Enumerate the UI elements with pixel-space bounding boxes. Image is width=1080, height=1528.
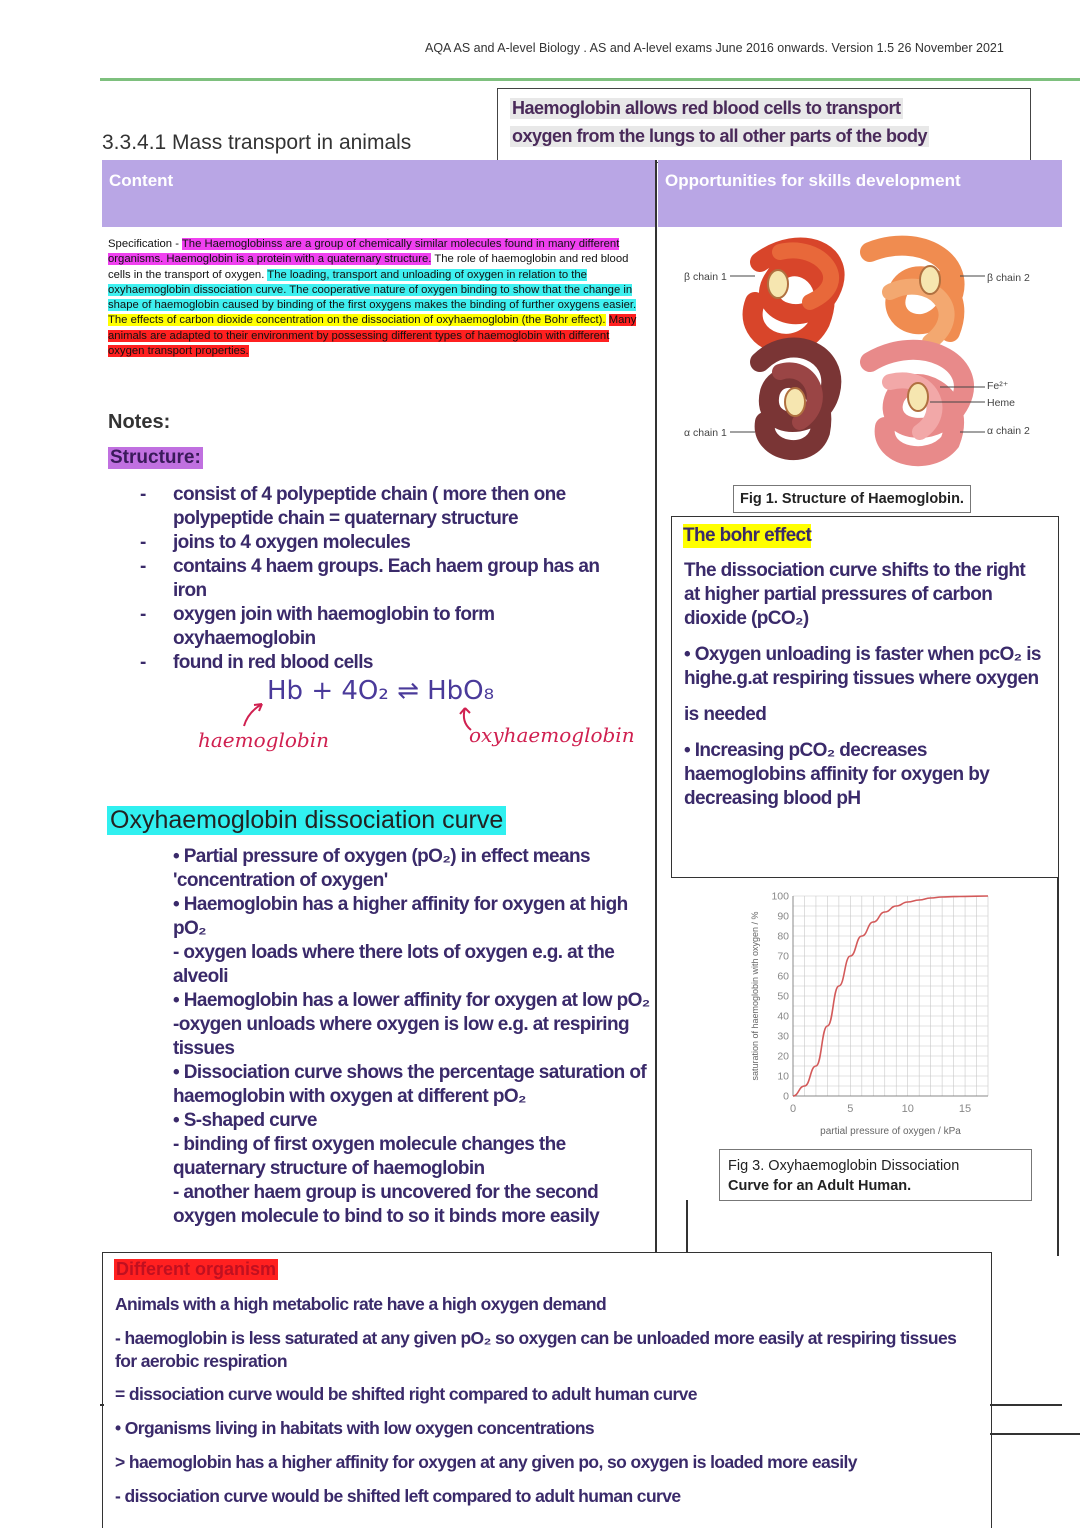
bohr-line: • Increasing pCO₂ decreases haemoglobins affinity for oxygen by decreasing blood pH [684,740,990,809]
fig1-caption: Fig 1. Structure of Haemoglobin. [733,485,971,513]
organism-line: - dissociation curve would be shifted left compared to adult human curve [115,1486,681,1506]
column-divider [655,160,657,1255]
y-tick-label: 100 [771,890,789,903]
content-header-label: Content [109,171,174,190]
spec-prefix: Specification - [108,238,182,250]
haemoglobin-structure-image [680,232,1040,472]
bohr-effect-title: The bohr effect [683,525,812,546]
odc-line: - another haem group is uncovered for the second oxygen molecule to bind to so it binds more easily [173,1182,600,1227]
heme-label: Heme [987,397,1016,409]
list-item: - joins to 4 oxygen molecules [140,531,630,555]
y-tick-label: 20 [777,1050,789,1063]
list-item: - found in red blood cells [140,651,630,675]
y-tick-label: 50 [777,990,789,1003]
organism-line: • Organisms living in habitats with low oxygen concentrations [115,1418,595,1438]
odc-line: • Haemoglobin has a lower affinity for oxygen at low pO₂ [173,990,650,1011]
organism-line: = dissociation curve would be shifted right compared to adult human curve [115,1384,697,1404]
iron-label: Fe²⁺ [987,380,1009,392]
y-tick-label: 80 [777,930,789,943]
structure-list [140,483,630,675]
odc-line: • Partial pressure of oxygen (pO₂) in effect means 'concentration of oxygen' [173,846,590,891]
organism-line: - haemoglobin is less saturated at any given pO₂ so oxygen can be unloaded more easily at respiring tissues for aerobic respiration [115,1328,957,1371]
title-box-line-2: oxygen from the lungs to all other parts of the body [512,126,928,146]
odc-line: • Haemoglobin has a higher affinity for oxygen at high pO₂ [173,894,628,939]
fig3-caption-line-1: Fig 3. Oxyhaemoglobin Dissociation [728,1158,960,1174]
odc-line: - oxygen loads where there lots of oxygen e.g. at the alveoli [173,942,615,987]
x-tick-label: 15 [958,1103,972,1115]
y-tick-label: 90 [777,910,789,923]
bohr-line: is needed [684,704,767,725]
chart-grid [793,896,988,1096]
organism-line: > haemoglobin has a higher affinity for oxygen at any given po, so oxygen is loaded more easily [115,1452,857,1472]
odc-line: • Dissociation curve shows the percentage saturation of haemoglobin with oxygen at different pO₂ [173,1062,647,1107]
oxyhaemoglobin-label: oxyhaemoglobin [469,723,635,747]
y-axis-label: saturation of haemoglobin with oxygen / % [750,911,760,1081]
bohr-line: The dissociation curve shifts to the right at higher partial pressures of carbon dioxide (pCO₂) [684,560,1026,629]
dissociation-curve-chart [745,882,990,1142]
arrow-icon [240,700,270,730]
spec-version-text: AQA AS and A-level Biology . AS and A-level exams June 2016 onwards. Version 1.5 26 November 2021 [425,41,1004,55]
odc-heading: Oxyhaemoglobin dissociation curve [107,806,506,835]
spec-segment-5: Many animals are adapted to their environment by possessing different types of haemoglobin with different oxygen transport properties. [108,314,637,358]
bohr-effect-notes [684,559,1044,811]
odc-line: -oxygen unloads where oxygen is low e.g. at respiring tissues [173,1014,629,1059]
divider-line [990,1404,1062,1406]
odc-notes [173,845,653,1229]
bohr-line: • Oxygen unloading is faster when pcO₂ is highe.g.at respiring tissues where oxygen [684,644,1041,689]
fig3-left-border [686,1200,688,1255]
organism-line: Animals with a high metabolic rate have a high oxygen demand [115,1294,607,1314]
y-tick-label: 10 [777,1070,789,1083]
divider-line [100,1404,104,1406]
fig3-caption-line-2: Curve for an Adult Human. [728,1178,912,1194]
beta-chain-1-label: β chain 1 [684,271,727,283]
title-box [497,88,1031,163]
specification-text [108,237,638,359]
y-tick-label: 60 [777,970,789,983]
list-item: - contains 4 haem groups. Each haem group has an iron [140,555,630,603]
x-tick-label: 10 [901,1103,914,1115]
alpha-chain-1-label: α chain 1 [684,427,727,439]
right-border [1057,878,1059,1256]
skills-column-header [658,160,1062,227]
section-title: 3.3.4.1 Mass transport in animals [102,131,412,154]
skills-header-label: Opportunities for skills development [665,171,961,190]
structure-label: Structure: [110,447,201,468]
title-box-line-1: Haemoglobin allows red blood cells to transport [512,98,901,118]
spec-segment-1: The Haemoglobinss are a group of chemically similar molecules found in many different organisms. Haemoglobin is a protein with a quaternary structure. [108,238,620,266]
y-tick-label: 0 [783,1090,789,1103]
x-tick-label: 0 [789,1103,797,1115]
spec-segment-2: The role of haemoglobin and red blood cells in the transport of oxygen. [108,253,629,281]
odc-line: - binding of first oxygen molecule changes the quaternary structure of haemoglobin [173,1134,566,1179]
haemoglobin-equation: Hb + 4O₂ ⇌ HbO₈ [267,676,495,706]
fig3-caption [719,1149,1032,1201]
different-organisms-label: Different organism [116,1259,277,1279]
alpha-chain-2-label: α chain 2 [987,425,1030,437]
haemoglobin-label: haemoglobin [198,728,329,752]
content-column-header [102,160,655,227]
y-tick-label: 70 [777,950,789,963]
chart-ticks [771,891,971,1116]
list-item: - consist of 4 polypeptide chain ( more then one polypeptide chain = quaternary structure [140,483,630,531]
header-divider [100,78,1080,81]
y-tick-label: 30 [777,1030,789,1043]
beta-chain-2-label: β chain 2 [987,272,1030,284]
notes-label: Notes: [108,411,171,433]
divider-line [990,1433,1080,1435]
list-item: - oxygen join with haemoglobin to form oxyhaemoglobin [140,603,630,651]
y-tick-label: 40 [777,1010,789,1023]
x-axis-label: partial pressure of oxygen / kPa [820,1126,961,1137]
spec-segment-3: The loading, transport and unloading of oxygen in relation to the oxyhaemoglobin dissociation curve. The cooperative nature of oxygen binding to show that the change in shape of haemoglobin caused by binding of the first oxygens makes the binding of further oxygens easier. [108,268,637,312]
odc-line: • S-shaped curve [173,1110,317,1131]
spec-segment-4: The effects of carbon dioxide concentration on the dissociation of oxyhaemoglobin (the Bohr effect). [108,314,606,327]
x-tick-label: 5 [847,1103,854,1115]
